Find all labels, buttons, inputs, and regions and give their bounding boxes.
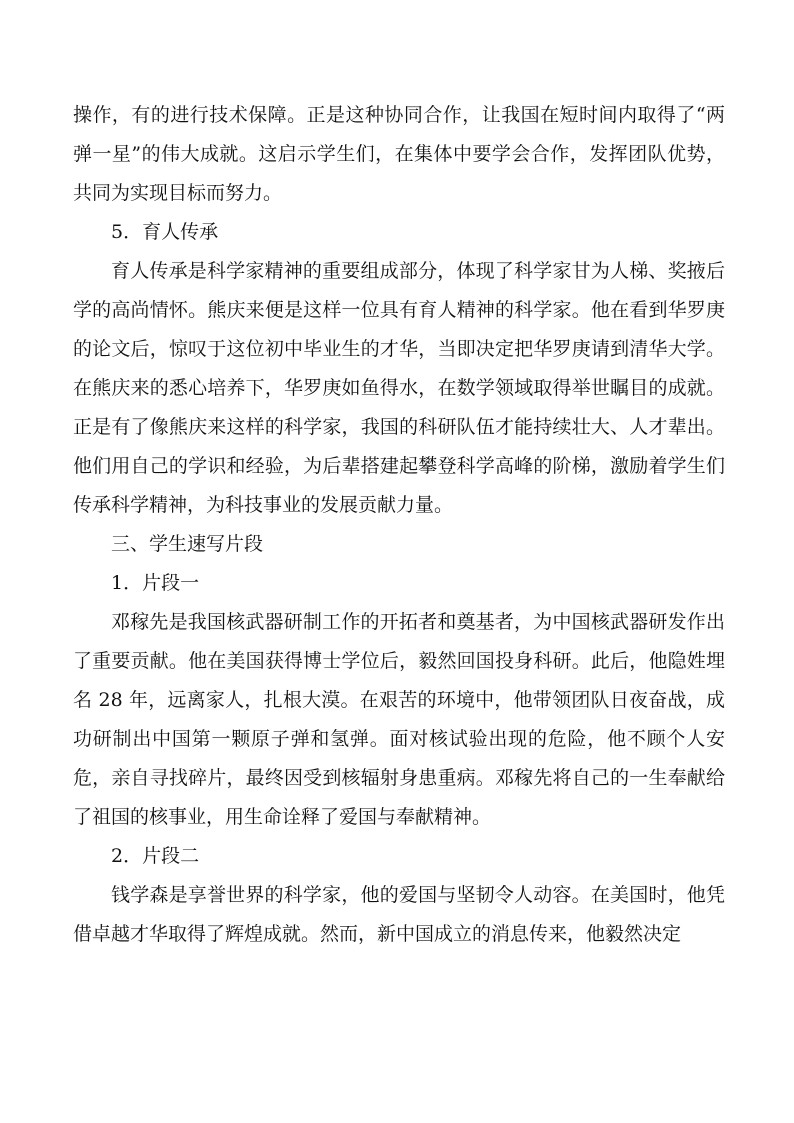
section-heading-education-legacy: 5．育人传承: [111, 221, 219, 243]
subheading-sketch-two: 2．片段二: [111, 845, 200, 867]
document-body: [73, 96, 725, 954]
subheading-sketch-one: 1．片段一: [111, 572, 200, 594]
section-heading-student-sketches: 三、学生速写片段: [111, 533, 264, 555]
paragraph-qian-xuesen: 钱学森是享誉世界的科学家，他的爱国与坚韧令人动容。在美国时，他凭借卓越才华取得了辉煌成就。然而，新中国成立的消息传来，他毅然决定: [73, 884, 725, 945]
paragraph-teamwork-continuation: 操作，有的进行技术保障。正是这种协同合作，让我国在短时间内取得了“两弹一星”的伟大成就。这启示学生们，在集体中要学会合作，发挥团队优势，共同为实现目标而努力。: [73, 104, 725, 204]
paragraph-xiong-qinglai: 育人传承是科学家精神的重要组成部分，体现了科学家甘为人梯、奖掖后学的高尚情怀。熊庆来便是这样一位具有育人精神的科学家。他在看到华罗庚的论文后，惊叹于这位初中毕业生的才华，当即决定把华罗庚请到清华大学。在熊庆来的悉心培养下，华罗庚如鱼得水，在数学领域取得举世瞩目的成就。正是有了像熊庆来这样的科学家，我国的科研队伍才能持续壮大、人才辈出。他们用自己的学识和经验，为后辈搭建起攀登科学高峰的阶梯，激励着学生们传承科学精神，为科技事业的发展贡献力量。: [73, 260, 725, 516]
paragraph-deng-jiaxian: 邓稼先是我国核武器研制工作的开拓者和奠基者，为中国核武器研发作出了重要贡献。他在美国获得博士学位后，毅然回国投身科研。此后，他隐姓埋名 28 年，远离家人，扎根大漠。在艰苦的环境中，他带领团队日夜奋战，成功研制出中国第一颗原子弹和氢弹。面对核试验出现的危险，他不顾个人安危，亲自寻找碎片，最终因受到核辐射身患重病。邓稼先将自己的一生奉献给了祖国的核事业，用生命诠释了爱国与奉献精神。: [73, 611, 725, 828]
